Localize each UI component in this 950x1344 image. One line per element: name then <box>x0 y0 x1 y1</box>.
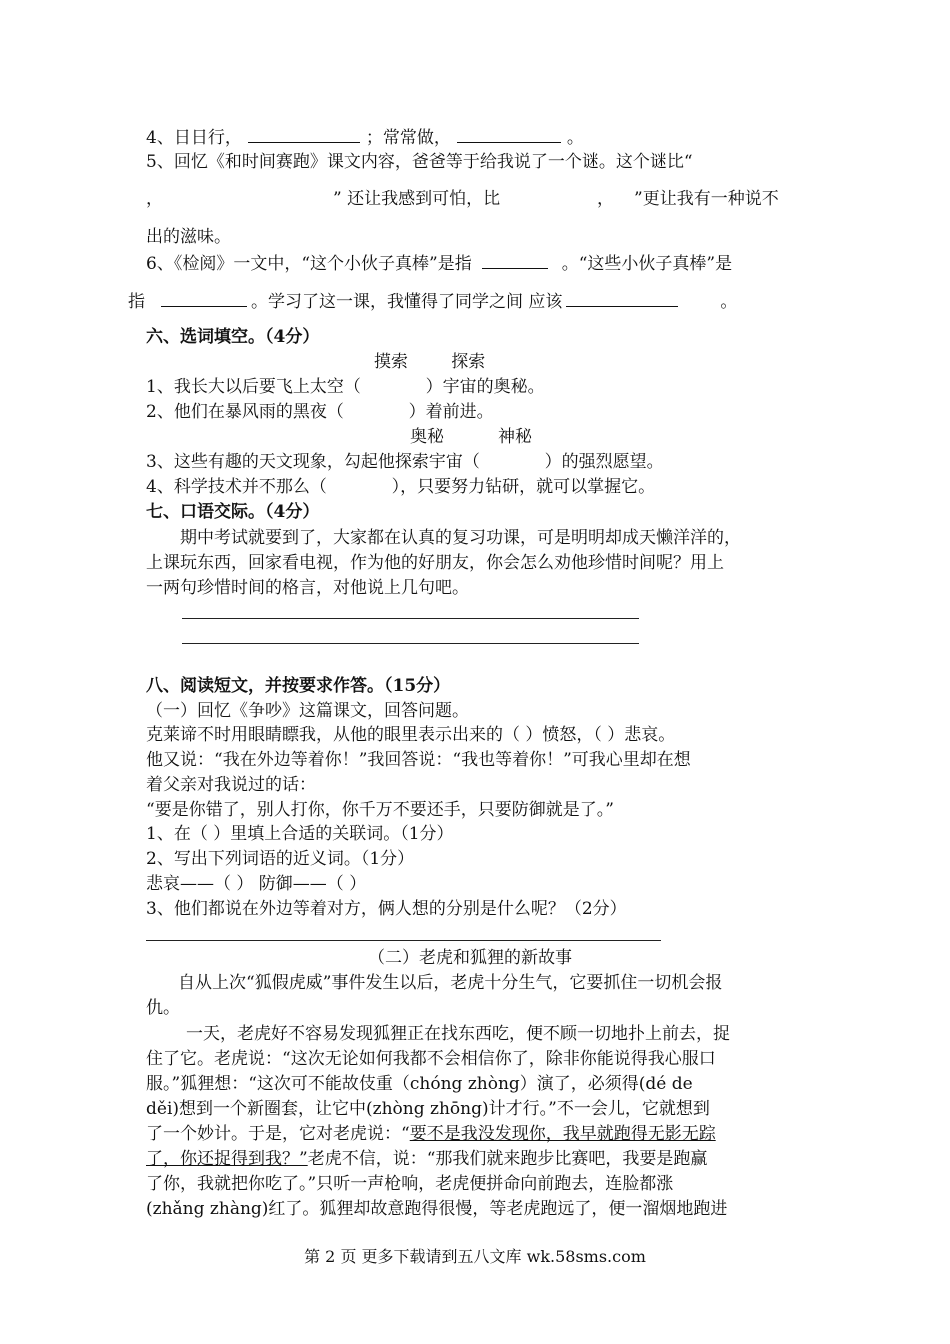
passage-1-line1: 克莱谛不时用眼睛瞟我，从他的眼里表示出来的（ ）愤怒，（ ）悲哀。 <box>146 725 676 745</box>
story-line-1: 自从上次“狐假虎威”事件发生以后，老虎十分生气，它要抓住一切机会报 <box>178 973 723 993</box>
word-pair-1: 摸索 探索 <box>374 352 486 372</box>
underlined-sentence: 了，你还捉得到我？” <box>146 1149 308 1169</box>
question-5-comma: ， <box>146 189 163 209</box>
part-2-title: （二）老虎和狐狸的新故事 <box>368 948 572 968</box>
answer-blank[interactable] <box>482 250 548 269</box>
answer-line[interactable] <box>146 940 661 941</box>
story-line-9: 了你，我就把你吃了。”只听一声枪响，老虎便拼命向前跑去，连脸都涨 <box>146 1174 674 1194</box>
part-1-question-3: 3、他们都说在外边等着对方，俩人想的分别是什么呢？（2分） <box>146 899 627 919</box>
section-7-title: 七、口语交际。（4分） <box>146 502 320 522</box>
fill-sentence-4: 4、科学技术并不那么（ ），只要努力钻研，就可以掌握它。 <box>146 477 656 497</box>
answer-blank[interactable] <box>248 124 360 143</box>
story-line-6: děi)想到一个新圈套，让它中(zhòng zhōng)计才行。”不一会儿，它就想到 <box>146 1099 710 1119</box>
section-6-title: 六、选词填空。（4分） <box>146 327 320 347</box>
fill-sentence-2: 2、他们在暴风雨的黑夜（ ）着前进。 <box>146 402 494 422</box>
answer-line[interactable] <box>182 618 639 619</box>
section-7-para-3: 一两句珍惜时间的格言，对他说上几句吧。 <box>146 578 469 598</box>
story-line-5: 服。”狐狸想：“这次可不能故伎重（chóng zhòng）演了，必须得(dé de <box>146 1074 693 1094</box>
page-footer: 第 2 页 更多下载请到五八文库 wk.58sms.com <box>304 1247 646 1266</box>
section-7-para-2: 上课玩东西，回家看电视，作为他的好朋友，你会怎么劝他珍惜时间呢？用上 <box>146 553 724 573</box>
fill-sentence-3: 3、这些有趣的天文现象，勾起他探索宇宙（ ）的强烈愿望。 <box>146 452 664 472</box>
question-4: 4、日日行， ；常常做， 。 <box>146 124 584 150</box>
question-5-line1: 5、回忆《和时间赛跑》课文内容，爸爸等于给我说了一个谜。这个谜比“ <box>146 152 693 172</box>
answer-line[interactable] <box>182 643 639 644</box>
question-5-line3: 出的滋味。 <box>146 227 231 247</box>
passage-1-line2: 他又说：“我在外边等着你！”我回答说：“我也等着你！”可我心里却在想 <box>146 750 691 770</box>
passage-1-line4: “要是你错了，别人打你，你千万不要还手，只要防御就是了。” <box>146 800 614 820</box>
answer-blank[interactable] <box>161 288 247 307</box>
question-5-mid2: ， <box>597 189 614 209</box>
section-8-title: 八、阅读短文，并按要求作答。（15分） <box>146 676 451 696</box>
story-line-4: 住了它。老虎说：“这次无论如何我都不会相信你了，除非你能说得我心服口 <box>146 1049 716 1069</box>
part-1-question-2: 2、写出下列词语的近义词。（1分） <box>146 849 415 869</box>
part-1-title: （一）回忆《争吵》这篇课文，回答问题。 <box>146 701 469 721</box>
question-6-line2: 指 。学习了这一课，我懂得了同学之间 应该 。 <box>128 288 737 314</box>
word-pair-2: 奥秘 神秘 <box>410 427 533 447</box>
answer-blank[interactable] <box>566 288 678 307</box>
story-line-2: 仇。 <box>146 998 180 1018</box>
section-7-para-1: 期中考试就要到了，大家都在认真的复习功课，可是明明却成天懒洋洋的， <box>180 528 741 548</box>
story-line-7: 了一个妙计。于是，它对老虎说：“要不是我没发现你，我早就跑得无影无踪 <box>146 1124 716 1144</box>
answer-blank[interactable] <box>457 124 561 143</box>
part-1-question-1: 1、在（ ）里填上合适的关联词。（1分） <box>146 824 454 844</box>
underlined-sentence: 要不是我没发现你，我早就跑得无影无踪 <box>409 1124 716 1144</box>
question-5-mid: ” 还让我感到可怕，比 <box>333 189 501 209</box>
question-6-line1: 6、《检阅》一文中，“这个小伙子真棒”是指 。“这些小伙子真棒”是 <box>146 250 732 276</box>
passage-1-line3: 着父亲对我说过的话： <box>146 775 316 795</box>
question-5-end: ”更让我有一种说不 <box>634 189 779 209</box>
part-1-question-2-words: 悲哀——（ ） 防御——（ ） <box>146 874 367 894</box>
story-line-10: (zhǎng zhàng)红了。狐狸却故意跑得很慢，等老虎跑远了，便一溜烟地跑进 <box>146 1199 728 1219</box>
fill-sentence-1: 1、我长大以后要飞上太空（ ）宇宙的奥秘。 <box>146 377 545 397</box>
story-line-8: 了，你还捉得到我？”老虎不信，说：“那我们就来跑步比赛吧，我要是跑赢 <box>146 1149 708 1169</box>
story-line-3: 一天，老虎好不容易发现狐狸正在找东西吃，便不顾一切地扑上前去，捉 <box>186 1024 730 1044</box>
